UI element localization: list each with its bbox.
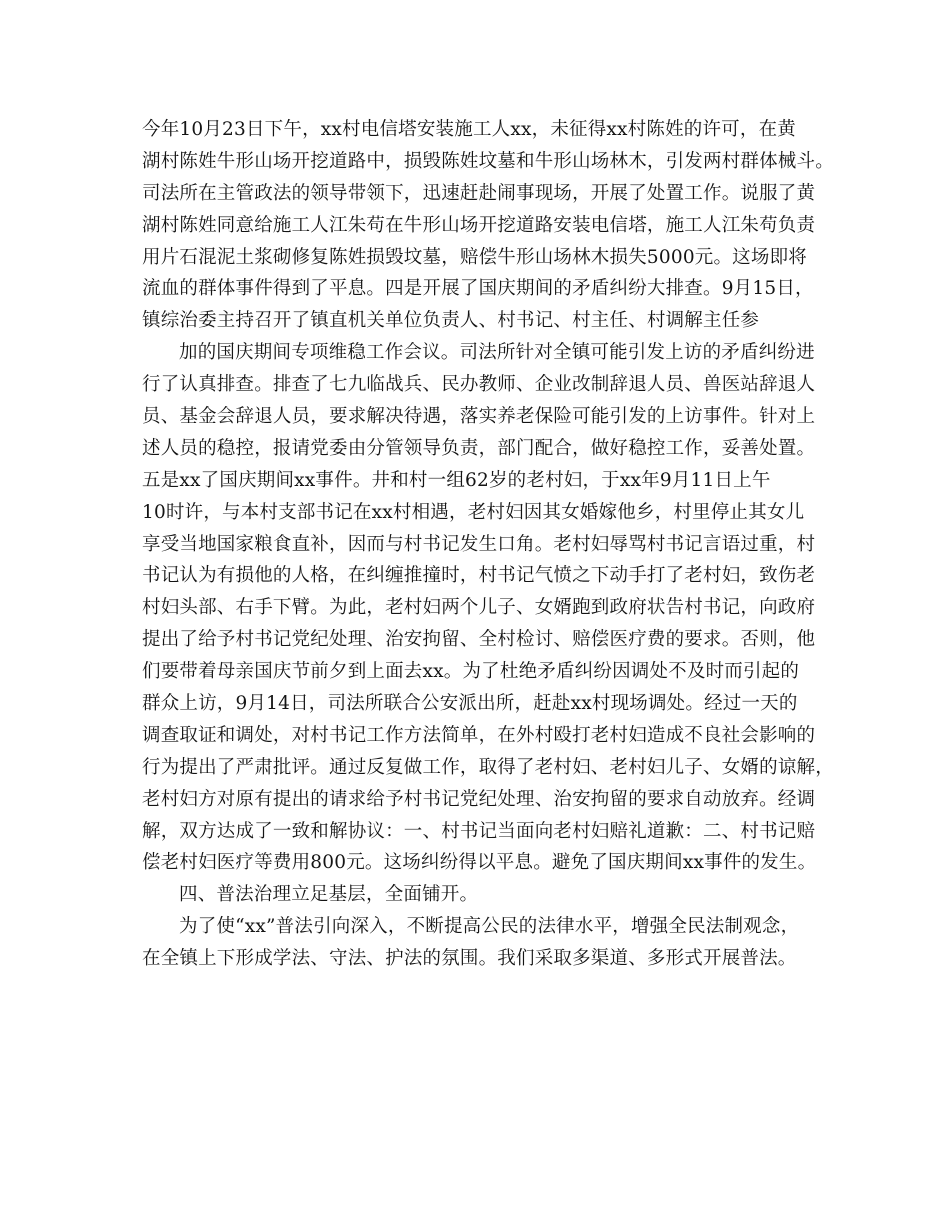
- text-line: 流血的群体事件得到了平息。四是开展了国庆期间的矛盾纠纷大排查。9月15日，: [142, 278, 814, 300]
- text-line: 村妇头部、右手下臂。为此，老村妇两个儿子、女婿跑到政府状告村书记，向政府: [142, 597, 816, 619]
- text-line: 解，双方达成了一致和解协议：一、村书记当面向老村妇赔礼道歉：二、村书记赔: [142, 820, 816, 842]
- document-body: [142, 114, 834, 975]
- text-line: 享受当地国家粮食直补，因而与村书记发生口角。老村妇辱骂村书记言语过重，村: [142, 533, 816, 555]
- text-line: 述人员的稳控，报请党委由分管领导负责，部门配合，做好稳控工作，妥善处置。: [142, 437, 816, 459]
- text-line: 10时许，与本村支部书记在xx村相遇，老村妇因其女婚嫁他乡，村里停止其女儿: [142, 501, 805, 523]
- text-line: 湖村陈姓同意给施工人江朱苟在牛形山场开挖道路安装电信塔，施工人江朱苟负责: [142, 214, 816, 236]
- text-line: 偿老村妇医疗等费用800元。这场纠纷得以平息。避免了国庆期间xx事件的发生。: [142, 852, 817, 874]
- text-line: 镇综治委主持召开了镇直机关单位负责人、村书记、村主任、村调解主任参: [142, 310, 760, 332]
- text-line: 在全镇上下形成学法、守法、护法的氛围。我们采取多渠道、多形式开展普法。: [142, 948, 797, 970]
- text-line: 们要带着母亲国庆节前夕到上面去xx。为了杜绝矛盾纠纷因调处不及时而引起的: [142, 661, 800, 683]
- section-heading: 四、普法治理立足基层，全面铺开。: [179, 884, 479, 906]
- text-line: 提出了给予村书记党纪处理、治安拘留、全村检讨、赔偿医疗费的要求。否则，他: [142, 629, 816, 651]
- text-line: 行了认真排查。排查了七九临战兵、民办教师、企业改制辞退人员、兽医站辞退人: [142, 374, 816, 396]
- text-line: 为了使“xx”普法引向深入，不断提高公民的法律水平，增强全民法制观念，: [179, 916, 800, 938]
- text-line: 行为提出了严肃批评。通过反复做工作，取得了老村妇、老村妇儿子、女婿的谅解，: [142, 756, 834, 778]
- text-line: 调查取证和调处，对村书记工作方法简单，在外村殴打老村妇造成不良社会影响的: [142, 724, 816, 746]
- text-line: 用片石混泥土浆砌修复陈姓损毁坟墓，赔偿牛形山场林木损失5000元。这场即将: [142, 246, 807, 268]
- text-line: 加的国庆期间专项维稳工作会议。司法所针对全镇可能引发上访的矛盾纠纷进: [179, 342, 815, 364]
- text-line: 湖村陈姓牛形山场开挖道路中，损毁陈姓坟墓和牛形山场林木，引发两村群体械斗。: [142, 150, 834, 172]
- text-line: 书记认为有损他的人格，在纠缠推撞时，村书记气愤之下动手打了老村妇，致伤老: [142, 565, 816, 587]
- text-line: 今年10月23日下午，xx村电信塔安装施工人xx，未征得xx村陈姓的许可，在黄: [142, 119, 796, 140]
- text-line: 司法所在主管政法的领导带领下，迅速赶赴闹事现场，开展了处置工作。说服了黄: [142, 182, 816, 204]
- text-line: 员、基金会辞退人员，要求解决待遇，落实养老保险可能引发的上访事件。针对上: [142, 406, 816, 428]
- text-line: 五是xx了国庆期间xx事件。井和村一组62岁的老村妇，于xx年9月11日上午: [142, 469, 771, 491]
- text-line: 老村妇方对原有提出的请求给予村书记党纪处理、治安拘留的要求自动放弃。经调: [142, 788, 816, 810]
- text-line: 群众上访，9月14日，司法所联合公安派出所，赶赴xx村现场调处。经过一天的: [142, 693, 798, 715]
